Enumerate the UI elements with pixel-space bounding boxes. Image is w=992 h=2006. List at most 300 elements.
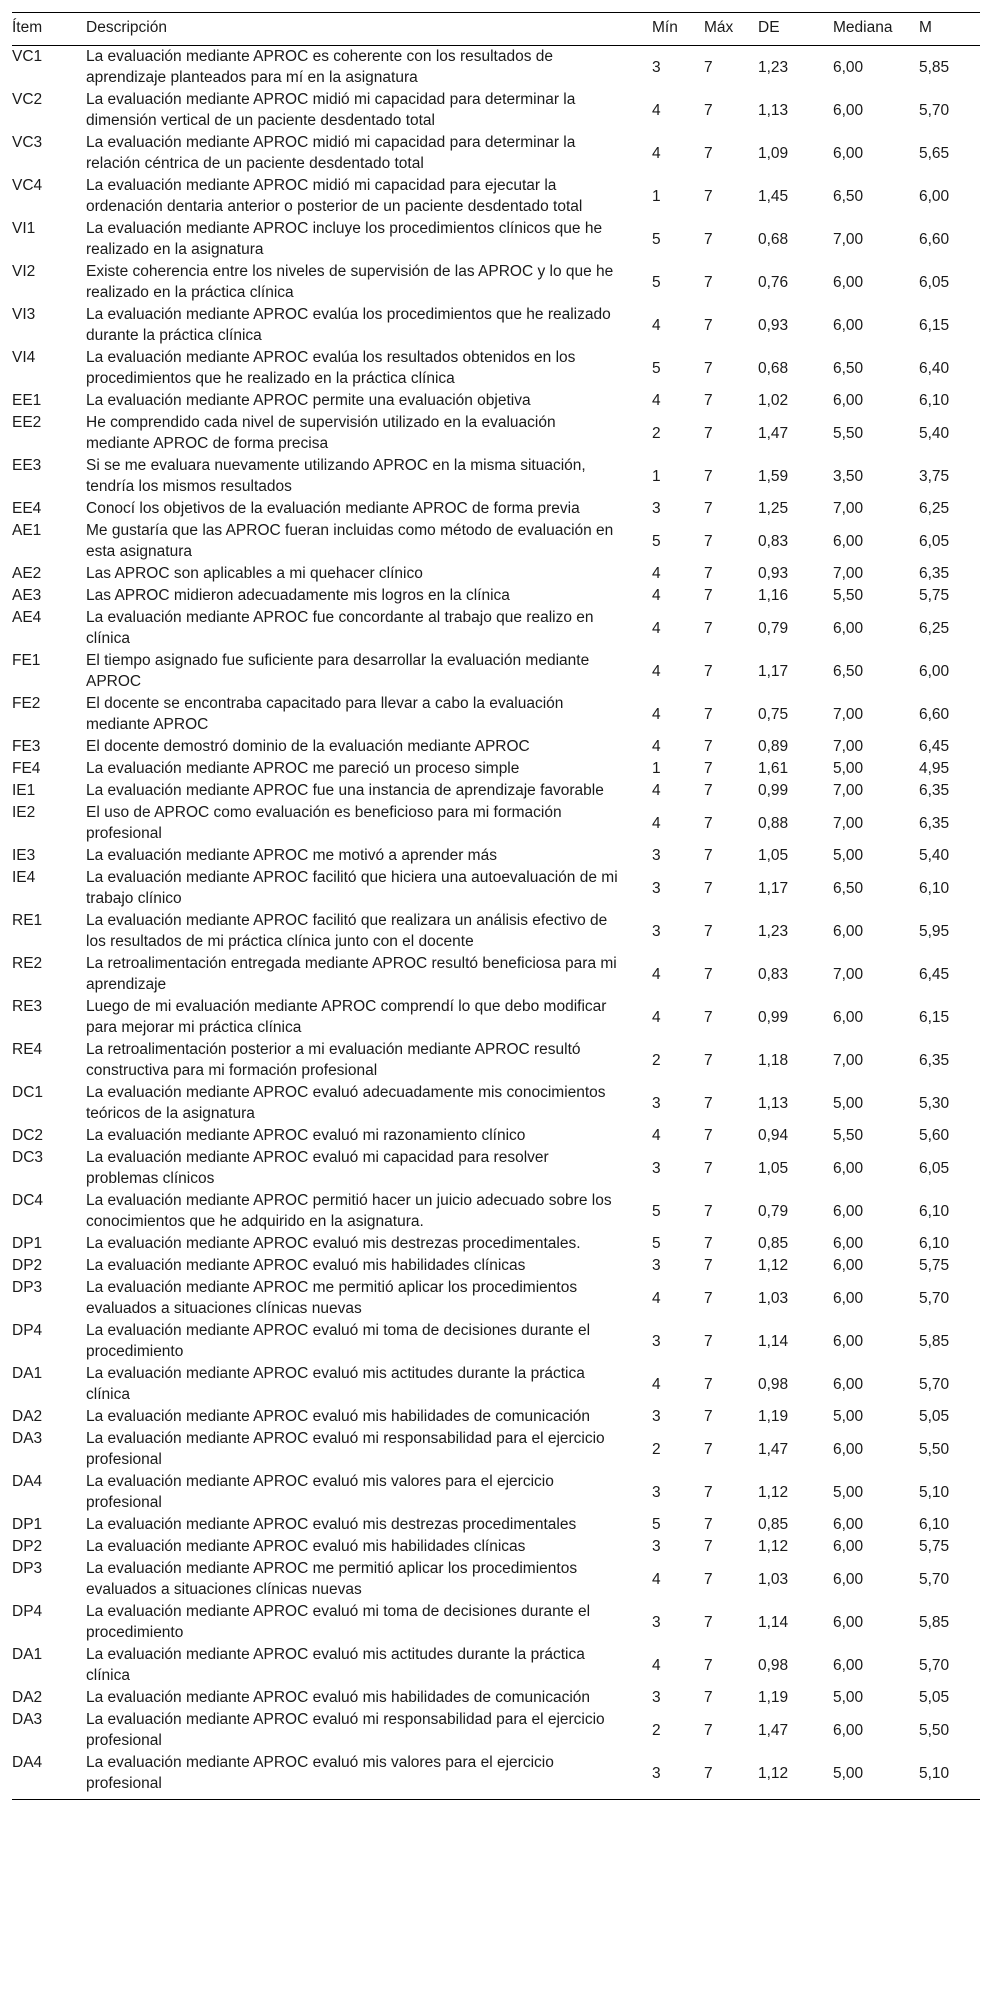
cell-item: IE2 [12, 804, 36, 821]
cell-min: 3 [652, 1094, 661, 1112]
cell-mean: 5,10 [919, 1752, 980, 1800]
cell-median: 6,50 [833, 187, 864, 205]
cell-de: 0,93 [758, 565, 789, 582]
cell-de: 1,23 [758, 922, 789, 940]
cell-min: 3 [652, 1332, 661, 1350]
cell-median: 6,00 [833, 58, 864, 76]
cell-median: 6,00 [833, 144, 864, 162]
cell-mean: 6,05 [919, 532, 950, 550]
cell-mean: 5,05 [919, 1689, 950, 1706]
cell-max: 7 [704, 187, 713, 205]
cell-description: Luego de mi evaluación mediante APROC comprendí lo que debo modificar para mejorar mi práctica clínica [86, 998, 607, 1036]
header-de: DE [758, 13, 833, 46]
table-row [12, 455, 980, 498]
cell-description: La evaluación mediante APROC facilitó que realizara un análisis efectivo de los resultados de mi práctica clínica junto con el docente [86, 912, 608, 950]
cell-item: EE3 [12, 457, 42, 474]
cell-max: 7 [704, 1483, 713, 1501]
cell-max: 7 [704, 230, 713, 248]
cell-max: 7 [704, 738, 713, 755]
cell-median: 6,00 [833, 1538, 864, 1555]
table-row [12, 46, 980, 90]
cell-mean: 5,40 [919, 847, 950, 864]
cell-max: 7 [704, 782, 713, 799]
table-row [12, 261, 980, 304]
cell-median: 6,00 [833, 1332, 864, 1350]
cell-de: 1,19 [758, 1408, 789, 1425]
header-row [12, 13, 980, 46]
cell-median: 6,00 [833, 1656, 864, 1674]
table-row [12, 1428, 980, 1471]
cell-mean: 5,95 [919, 922, 950, 940]
cell-mean: 5,85 [919, 1613, 950, 1631]
cell-item: DA1 [12, 1646, 43, 1663]
cell-mean: 5,85 [919, 58, 950, 76]
cell-description: La evaluación mediante APROC evaluó mis habilidades clínicas [86, 1257, 526, 1274]
cell-mean: 6,00 [919, 662, 950, 680]
cell-item: FE2 [12, 695, 41, 712]
cell-max: 7 [704, 1202, 713, 1220]
cell-item: AE1 [12, 522, 42, 539]
cell-de: 0,68 [758, 359, 789, 377]
cell-description: La retroalimentación entregada mediante APROC resultó beneficiosa para mi aprendizaje [86, 955, 617, 993]
cell-max: 7 [704, 58, 713, 76]
cell-max: 7 [704, 1289, 713, 1307]
cell-max: 7 [704, 1752, 758, 1800]
cell-min: 4 [652, 1008, 661, 1026]
cell-description: La evaluación mediante APROC evalúa los resultados obtenidos en los procedimientos que he realizado en la práctica clínica [86, 349, 576, 387]
cell-item: FE3 [12, 738, 41, 755]
cell-description: Si se me evaluara nuevamente utilizando APROC en la misma situación, tendría los mismos resultados [86, 457, 586, 495]
cell-description: He comprendido cada nivel de supervisión utilizado en la evaluación mediante APROC de forma precisa [86, 414, 556, 452]
results-table-container [12, 12, 980, 1800]
cell-mean: 5,50 [919, 1440, 950, 1458]
cell-item: AE4 [12, 609, 42, 626]
cell-mean: 5,70 [919, 1570, 950, 1588]
cell-max: 7 [704, 1127, 713, 1144]
cell-description: La evaluación mediante APROC evaluó mis destrezas procedimentales [86, 1516, 577, 1533]
table-row [12, 758, 980, 780]
cell-description: La evaluación mediante APROC evaluó mis habilidades de comunicación [86, 1689, 591, 1706]
cell-de: 1,19 [758, 1689, 789, 1706]
cell-de: 1,47 [758, 424, 789, 442]
cell-median: 5,00 [833, 1483, 864, 1501]
cell-median: 6,00 [833, 101, 864, 119]
table-row [12, 1687, 980, 1709]
cell-mean: 5,40 [919, 424, 950, 442]
table-row [12, 1147, 980, 1190]
cell-min: 4 [652, 392, 661, 409]
cell-median: 6,00 [833, 1235, 864, 1252]
cell-max: 7 [704, 1570, 713, 1588]
cell-mean: 6,35 [919, 782, 950, 799]
cell-de: 1,23 [758, 58, 789, 76]
cell-de: 0,98 [758, 1375, 789, 1393]
cell-item: DC2 [12, 1127, 44, 1144]
table-row [12, 1709, 980, 1752]
cell-de: 0,93 [758, 316, 789, 334]
cell-de: 0,83 [758, 965, 789, 983]
table-row [12, 1644, 980, 1687]
cell-description: La evaluación mediante APROC me permitió aplicar los procedimientos evaluados a situaciones clínicas nuevas [86, 1279, 578, 1317]
table-row [12, 1514, 980, 1536]
cell-description: La evaluación mediante APROC evaluó adecuadamente mis conocimientos teóricos de la asignatura [86, 1084, 606, 1122]
cell-de: 1,25 [758, 500, 789, 517]
cell-item: AE2 [12, 565, 42, 582]
header-item: Ítem [12, 13, 86, 46]
cell-item: IE4 [12, 869, 36, 886]
cell-max: 7 [704, 922, 713, 940]
cell-de: 0,99 [758, 1008, 789, 1026]
cell-median: 6,50 [833, 879, 864, 897]
cell-median: 7,00 [833, 705, 864, 723]
cell-median: 6,00 [833, 1613, 864, 1631]
cell-min: 3 [652, 58, 661, 76]
cell-median: 6,00 [833, 1721, 864, 1739]
cell-min: 3 [652, 1752, 704, 1800]
cell-de: 1,47 [758, 1440, 789, 1458]
cell-description: La evaluación mediante APROC evaluó mis valores para el ejercicio profesional [86, 1473, 554, 1511]
cell-de: 0,94 [758, 1127, 789, 1144]
cell-mean: 5,10 [919, 1483, 950, 1501]
cell-max: 7 [704, 101, 713, 119]
cell-mean: 6,10 [919, 1516, 950, 1533]
cell-median: 7,00 [833, 814, 864, 832]
header-description: Descripción [86, 13, 652, 46]
table-row [12, 498, 980, 520]
cell-median: 5,00 [833, 1094, 864, 1112]
cell-median: 6,00 [833, 1289, 864, 1307]
cell-description: La evaluación mediante APROC evaluó mis actitudes durante la práctica clínica [86, 1646, 585, 1684]
cell-mean: 6,10 [919, 1235, 950, 1252]
cell-max: 7 [704, 392, 713, 409]
cell-min: 4 [652, 965, 661, 983]
cell-max: 7 [704, 879, 713, 897]
cell-item: EE1 [12, 392, 42, 409]
cell-min: 5 [652, 359, 661, 377]
cell-max: 7 [704, 1613, 713, 1631]
cell-item: DP4 [12, 1322, 43, 1339]
cell-mean: 6,10 [919, 1202, 950, 1220]
cell-description: La evaluación mediante APROC facilitó que hiciera una autoevaluación de mi trabajo clínico [86, 869, 618, 907]
cell-max: 7 [704, 500, 713, 517]
cell-mean: 6,10 [919, 879, 950, 897]
cell-max: 7 [704, 1516, 713, 1533]
cell-median: 3,50 [833, 467, 864, 485]
cell-de: 1,13 [758, 101, 789, 119]
cell-de: 0,79 [758, 619, 789, 637]
cell-item: DP2 [12, 1538, 43, 1555]
table-row [12, 1233, 980, 1255]
cell-median: 5,50 [833, 1127, 864, 1144]
cell-de: 1,14 [758, 1613, 789, 1631]
cell-max: 7 [704, 619, 713, 637]
cell-mean: 5,05 [919, 1408, 950, 1425]
cell-median: 5,00 [833, 1408, 864, 1425]
cell-description: El tiempo asignado fue suficiente para desarrollar la evaluación mediante APROC [86, 652, 590, 690]
cell-item: VI3 [12, 306, 36, 323]
table-row [12, 520, 980, 563]
cell-min: 2 [652, 1051, 661, 1069]
cell-de: 1,12 [758, 1752, 833, 1800]
cell-description: La evaluación mediante APROC evaluó mi responsabilidad para el ejercicio profesional [86, 1430, 605, 1468]
cell-mean: 6,35 [919, 565, 950, 582]
table-row [12, 1039, 980, 1082]
cell-min: 4 [652, 1570, 661, 1588]
table-row [12, 1558, 980, 1601]
cell-max: 7 [704, 359, 713, 377]
table-row [12, 563, 980, 585]
cell-mean: 5,70 [919, 1289, 950, 1307]
table-row [12, 910, 980, 953]
cell-de: 1,45 [758, 187, 789, 205]
cell-mean: 6,05 [919, 1159, 950, 1177]
cell-min: 4 [652, 587, 661, 604]
cell-max: 7 [704, 1257, 713, 1274]
table-row [12, 736, 980, 758]
cell-description: La evaluación mediante APROC permite una evaluación objetiva [86, 392, 531, 409]
table-row [12, 1190, 980, 1233]
cell-de: 1,05 [758, 1159, 789, 1177]
cell-item: IE1 [12, 782, 36, 799]
cell-item: FE4 [12, 760, 41, 777]
cell-max: 7 [704, 1656, 713, 1674]
cell-median: 5,00 [833, 760, 864, 777]
cell-description: El docente se encontraba capacitado para llevar a cabo la evaluación mediante APROC [86, 695, 564, 733]
table-row [12, 780, 980, 802]
cell-max: 7 [704, 1375, 713, 1393]
cell-item: VC4 [12, 177, 43, 194]
cell-item: VC1 [12, 48, 43, 65]
cell-median: 7,00 [833, 1051, 864, 1069]
cell-median: 5,00 [833, 847, 864, 864]
cell-mean: 6,10 [919, 392, 950, 409]
cell-median: 7,00 [833, 230, 864, 248]
cell-description: La evaluación mediante APROC evaluó mi toma de decisiones durante el procedimiento [86, 1322, 591, 1360]
cell-description: La evaluación mediante APROC me pareció un proceso simple [86, 760, 520, 777]
header-min: Mín [652, 13, 704, 46]
cell-de: 1,61 [758, 760, 789, 777]
cell-de: 0,88 [758, 814, 789, 832]
cell-min: 3 [652, 1483, 661, 1501]
cell-min: 3 [652, 1613, 661, 1631]
table-row [12, 304, 980, 347]
cell-median: 5,50 [833, 424, 864, 442]
cell-item: DP4 [12, 1603, 43, 1620]
cell-de: 1,16 [758, 587, 789, 604]
cell-description: La evaluación mediante APROC evaluó mi toma de decisiones durante el procedimiento [86, 1603, 591, 1641]
table-row [12, 650, 980, 693]
cell-min: 4 [652, 101, 661, 119]
cell-item: DP3 [12, 1279, 43, 1296]
table-row [12, 218, 980, 261]
cell-min: 5 [652, 1516, 661, 1533]
cell-median: 6,00 [833, 273, 864, 291]
table-body [12, 46, 980, 1800]
cell-item: DA2 [12, 1408, 43, 1425]
cell-median: 6,00 [833, 316, 864, 334]
cell-median: 7,00 [833, 965, 864, 983]
cell-median: 6,00 [833, 1516, 864, 1533]
table-row [12, 1471, 980, 1514]
cell-median: 6,00 [833, 619, 864, 637]
cell-max: 7 [704, 1721, 713, 1739]
cell-item: DA1 [12, 1365, 43, 1382]
table-row [12, 953, 980, 996]
cell-description: La evaluación mediante APROC evaluó mis destrezas procedimentales. [86, 1235, 581, 1252]
cell-max: 7 [704, 1094, 713, 1112]
cell-min: 3 [652, 1257, 661, 1274]
cell-median: 6,50 [833, 359, 864, 377]
cell-min: 4 [652, 782, 661, 799]
cell-median: 7,00 [833, 500, 864, 517]
cell-description: La retroalimentación posterior a mi evaluación mediante APROC resultó constructiva para mi formación profesional [86, 1041, 581, 1079]
cell-mean: 6,15 [919, 316, 950, 334]
cell-min: 2 [652, 424, 661, 442]
table-row [12, 412, 980, 455]
table-header [12, 13, 980, 46]
cell-min: 5 [652, 230, 661, 248]
cell-min: 3 [652, 879, 661, 897]
cell-max: 7 [704, 1332, 713, 1350]
cell-min: 4 [652, 814, 661, 832]
cell-median: 5,00 [833, 1752, 919, 1800]
cell-min: 4 [652, 738, 661, 755]
cell-median: 6,00 [833, 1202, 864, 1220]
cell-max: 7 [704, 705, 713, 723]
cell-min: 4 [652, 1127, 661, 1144]
cell-description: Conocí los objetivos de la evaluación mediante APROC de forma previa [86, 500, 580, 517]
cell-max: 7 [704, 1440, 713, 1458]
cell-max: 7 [704, 847, 713, 864]
cell-max: 7 [704, 965, 713, 983]
cell-min: 5 [652, 532, 661, 550]
cell-mean: 5,70 [919, 1375, 950, 1393]
cell-min: 1 [652, 467, 661, 485]
cell-de: 1,17 [758, 879, 789, 897]
table-row [12, 845, 980, 867]
cell-item: DA3 [12, 1430, 43, 1447]
cell-mean: 6,45 [919, 965, 950, 983]
cell-max: 7 [704, 814, 713, 832]
cell-description: La evaluación mediante APROC evaluó mi capacidad para resolver problemas clínicos [86, 1149, 549, 1187]
cell-median: 7,00 [833, 738, 864, 755]
cell-max: 7 [704, 662, 713, 680]
cell-min: 4 [652, 1656, 661, 1674]
cell-de: 0,76 [758, 273, 789, 291]
cell-min: 3 [652, 1159, 661, 1177]
header-max: Máx [704, 13, 758, 46]
cell-max: 7 [704, 1408, 713, 1425]
cell-description: La evaluación mediante APROC evaluó mi razonamiento clínico [86, 1127, 526, 1144]
cell-item: RE3 [12, 998, 43, 1015]
cell-mean: 5,85 [919, 1332, 950, 1350]
cell-description: La evaluación mediante APROC incluye los procedimientos clínicos que he realizado en la asignatura [86, 220, 603, 258]
cell-max: 7 [704, 565, 713, 582]
cell-item: DP2 [12, 1257, 43, 1274]
cell-max: 7 [704, 1159, 713, 1177]
cell-de: 1,17 [758, 662, 789, 680]
cell-item: DP3 [12, 1560, 43, 1577]
header-mean: M [919, 13, 980, 46]
header-median: Mediana [833, 13, 919, 46]
cell-de: 1,12 [758, 1483, 789, 1501]
table-row [12, 1406, 980, 1428]
cell-description: La evaluación mediante APROC fue concordante al trabajo que realizo en clínica [86, 609, 594, 647]
cell-de: 0,79 [758, 1202, 789, 1220]
cell-min: 1 [652, 187, 661, 205]
cell-de: 1,18 [758, 1051, 789, 1069]
cell-item: RE4 [12, 1041, 43, 1058]
cell-max: 7 [704, 1008, 713, 1026]
cell-de: 1,09 [758, 144, 789, 162]
cell-mean: 5,75 [919, 1257, 950, 1274]
cell-median: 6,00 [833, 392, 864, 409]
cell-item: EE4 [12, 500, 42, 517]
table-row [12, 89, 980, 132]
table-row [12, 132, 980, 175]
cell-item: DC3 [12, 1149, 44, 1166]
cell-de: 1,02 [758, 392, 789, 409]
cell-median: 6,00 [833, 1257, 864, 1274]
cell-de: 1,12 [758, 1538, 789, 1555]
cell-mean: 6,15 [919, 1008, 950, 1026]
cell-item: DP1 [12, 1516, 43, 1533]
cell-median: 5,00 [833, 1689, 864, 1706]
cell-item: VI1 [12, 220, 36, 237]
cell-mean: 5,50 [919, 1721, 950, 1739]
cell-description: La evaluación mediante APROC midió mi capacidad para ejecutar la ordenación dentaria anterior o posterior de un paciente desdentado total [86, 177, 583, 215]
cell-item: VC3 [12, 134, 43, 151]
cell-max: 7 [704, 467, 713, 485]
cell-min: 2 [652, 1721, 661, 1739]
cell-max: 7 [704, 1538, 713, 1555]
cell-item: VI2 [12, 263, 36, 280]
cell-mean: 5,30 [919, 1094, 950, 1112]
cell-max: 7 [704, 144, 713, 162]
cell-item: DA3 [12, 1711, 43, 1728]
cell-median: 6,00 [833, 1375, 864, 1393]
cell-de: 1,47 [758, 1721, 789, 1739]
cell-mean: 5,65 [919, 144, 950, 162]
cell-item: FE1 [12, 652, 41, 669]
cell-min: 5 [652, 1235, 661, 1252]
cell-max: 7 [704, 532, 713, 550]
cell-median: 6,00 [833, 532, 864, 550]
cell-de: 1,14 [758, 1332, 789, 1350]
cell-item: DA4 [12, 1752, 86, 1800]
cell-min: 5 [652, 273, 661, 291]
cell-mean: 6,05 [919, 273, 950, 291]
cell-description: La evaluación mediante APROC me motivó a aprender más [86, 847, 497, 864]
table-row [12, 867, 980, 910]
cell-de: 0,83 [758, 532, 789, 550]
cell-item: EE2 [12, 414, 42, 431]
cell-median: 6,00 [833, 1159, 864, 1177]
cell-description: La evaluación mediante APROC midió mi capacidad para determinar la dimensión vertical de un paciente desdentado total [86, 91, 576, 129]
cell-max: 7 [704, 1051, 713, 1069]
cell-min: 4 [652, 1375, 661, 1393]
cell-median: 6,00 [833, 922, 864, 940]
cell-mean: 6,00 [919, 187, 950, 205]
cell-min: 3 [652, 500, 661, 517]
cell-min: 3 [652, 922, 661, 940]
cell-median: 7,00 [833, 782, 864, 799]
cell-mean: 5,75 [919, 587, 950, 604]
cell-mean: 6,60 [919, 705, 950, 723]
cell-item: RE2 [12, 955, 43, 972]
cell-de: 0,85 [758, 1516, 789, 1533]
cell-min: 3 [652, 847, 661, 864]
